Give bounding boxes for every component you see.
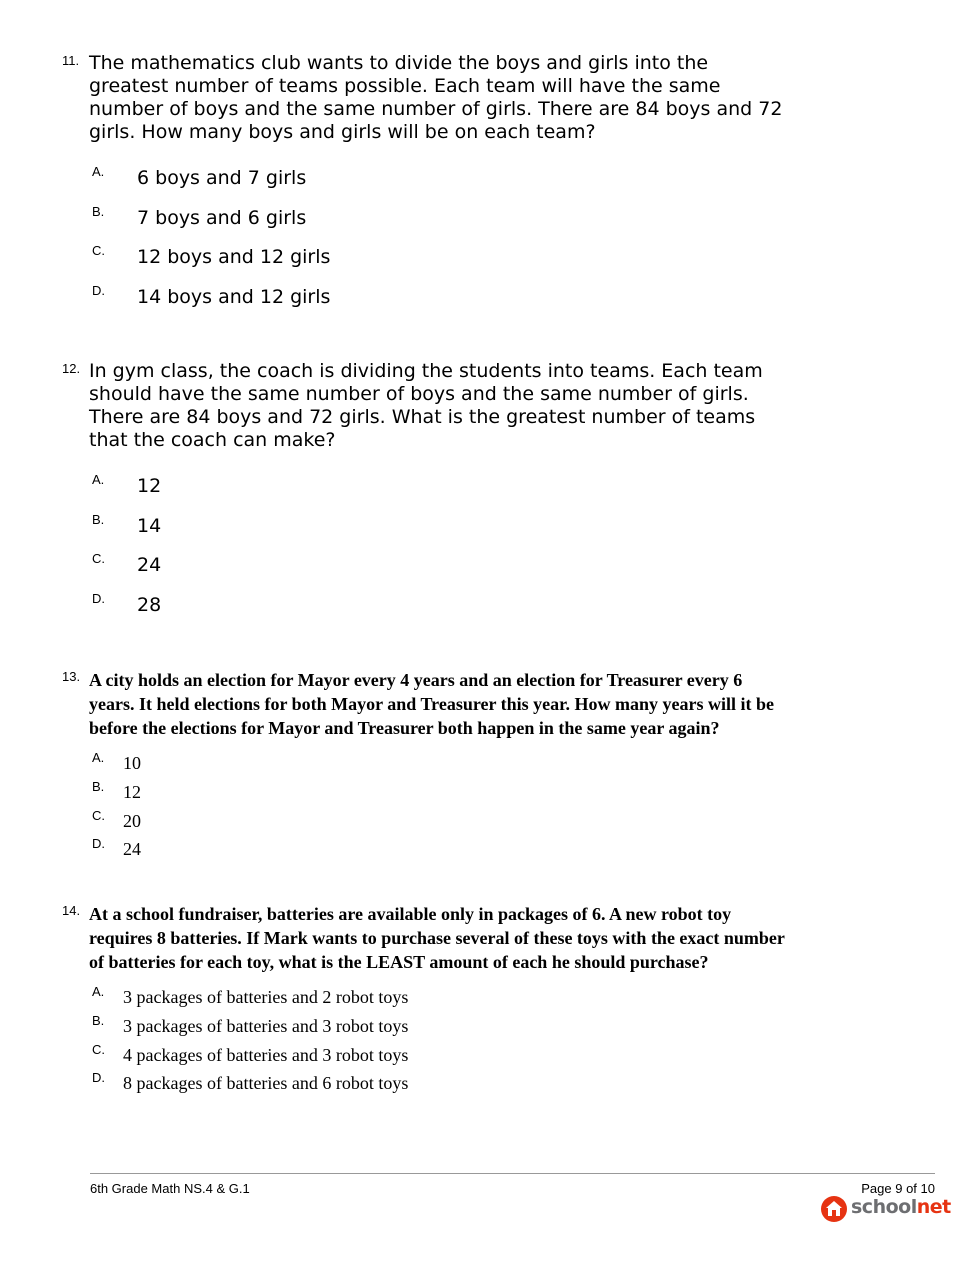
option-text: 20 bbox=[123, 811, 141, 831]
option-label: B. bbox=[92, 204, 105, 219]
option-text: 10 bbox=[123, 753, 141, 773]
option-text: 24 bbox=[123, 839, 141, 859]
logo-text-school: school bbox=[851, 1196, 917, 1218]
question-14 bbox=[62, 902, 822, 1102]
option-text: 7 boys and 6 girls bbox=[137, 207, 307, 229]
option-label: A. bbox=[92, 472, 105, 487]
option-label: A. bbox=[92, 164, 105, 179]
question-line: At a school fundraiser, batteries are available only in packages of 6. A new robot toy bbox=[89, 904, 732, 924]
option-text: 8 packages of batteries and 6 robot toys bbox=[123, 1073, 409, 1093]
question-line: In gym class, the coach is dividing the students into teams. Each team bbox=[89, 360, 763, 382]
option-label: A. bbox=[92, 984, 105, 999]
option-label: D. bbox=[92, 1070, 105, 1085]
question-text bbox=[89, 52, 819, 144]
question-text bbox=[89, 668, 819, 740]
question-text bbox=[89, 360, 819, 452]
question-line: greatest number of teams possible. Each team will have the same bbox=[89, 75, 721, 97]
option-text: 28 bbox=[137, 594, 162, 616]
option-label: D. bbox=[92, 591, 105, 606]
question-text bbox=[89, 902, 819, 974]
option-text: 3 packages of batteries and 2 robot toys bbox=[123, 987, 409, 1007]
option-text: 12 bbox=[137, 475, 162, 497]
question-number: 14. bbox=[62, 903, 81, 918]
option-label: C. bbox=[92, 808, 105, 823]
option-text: 12 boys and 12 girls bbox=[137, 246, 331, 268]
question-number: 11. bbox=[62, 53, 80, 68]
question-line: of batteries for each toy, what is the LEAST amount of each he should purchase? bbox=[89, 952, 709, 972]
option-text: 6 boys and 7 girls bbox=[137, 167, 307, 189]
question-line: There are 84 boys and 72 girls. What is the greatest number of teams bbox=[89, 406, 756, 428]
question-number: 13. bbox=[62, 669, 81, 684]
question-line: A city holds an election for Mayor every 4 years and an election for Treasurer every 6 bbox=[89, 670, 743, 690]
option-text: 12 bbox=[123, 782, 141, 802]
question-line: girls. How many boys and girls will be on each team? bbox=[89, 121, 596, 143]
question-13 bbox=[62, 668, 822, 868]
question-line: The mathematics club wants to divide the boys and girls into the bbox=[89, 52, 709, 74]
footer-divider bbox=[90, 1173, 935, 1174]
footer-document-title: 6th Grade Math NS.4 & G.1 bbox=[90, 1181, 250, 1196]
logo-wordmark bbox=[851, 1196, 951, 1218]
question-12 bbox=[62, 360, 822, 620]
question-11 bbox=[62, 52, 822, 312]
question-number: 12. bbox=[62, 361, 81, 376]
house-logo-icon bbox=[820, 1195, 848, 1223]
option-label: B. bbox=[92, 779, 105, 794]
option-text: 4 packages of batteries and 3 robot toys bbox=[123, 1045, 409, 1065]
question-line: before the elections for Mayor and Treasurer both happen in the same year again? bbox=[89, 718, 720, 738]
option-text: 24 bbox=[137, 554, 162, 576]
option-label: B. bbox=[92, 1013, 105, 1028]
option-label: D. bbox=[92, 836, 105, 851]
schoolnet-logo bbox=[820, 1195, 951, 1223]
option-label: C. bbox=[92, 243, 105, 258]
option-text: 3 packages of batteries and 3 robot toys bbox=[123, 1016, 409, 1036]
option-label: C. bbox=[92, 551, 105, 566]
option-label: B. bbox=[92, 512, 105, 527]
question-line: should have the same number of boys and the same number of girls. bbox=[89, 383, 749, 405]
option-label: D. bbox=[92, 283, 105, 298]
option-label: C. bbox=[92, 1042, 105, 1057]
question-line: requires 8 batteries. If Mark wants to purchase several of these toys with the exact number bbox=[89, 928, 785, 948]
option-text: 14 bbox=[137, 515, 162, 537]
question-line: that the coach can make? bbox=[89, 429, 336, 451]
logo-text-net: net bbox=[916, 1196, 951, 1218]
footer-page-number: Page 9 of 10 bbox=[861, 1181, 935, 1196]
option-text: 14 boys and 12 girls bbox=[137, 286, 331, 308]
option-label: A. bbox=[92, 750, 105, 765]
question-line: years. It held elections for both Mayor and Treasurer this year. How many years will it be bbox=[89, 694, 774, 714]
question-line: number of boys and the same number of girls. There are 84 boys and 72 bbox=[89, 98, 783, 120]
